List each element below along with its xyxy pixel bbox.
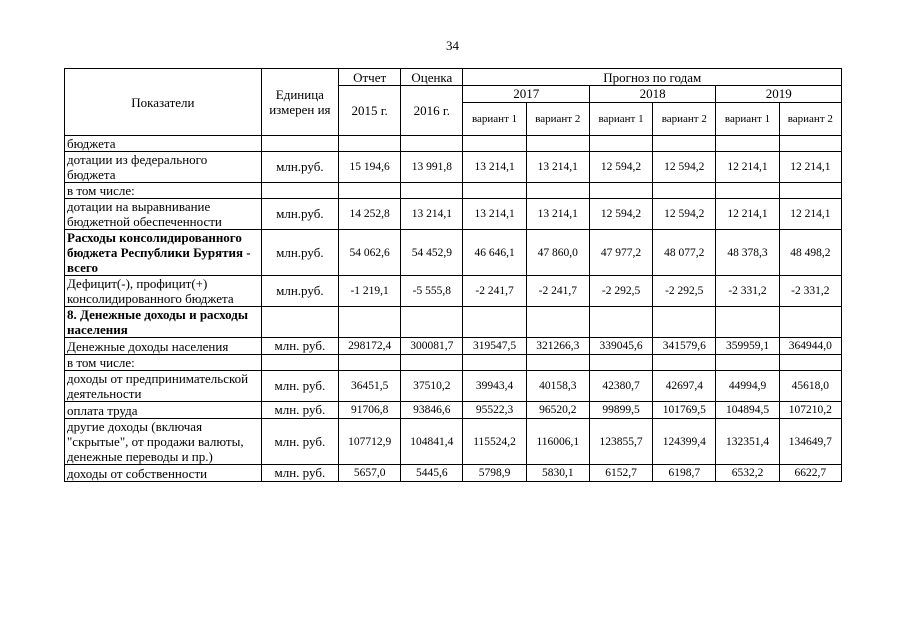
row-value — [401, 355, 463, 371]
header-report-year: 2015 г. — [339, 86, 401, 136]
header-variant: вариант 1 — [463, 103, 526, 136]
row-value: 321266,3 — [526, 338, 589, 355]
row-unit: млн.руб. — [261, 152, 338, 183]
row-value: 13 214,1 — [463, 152, 526, 183]
table-row — [65, 338, 842, 355]
row-value: 359959,1 — [716, 338, 779, 355]
row-value — [401, 183, 463, 199]
table-body — [65, 136, 842, 482]
row-value: -2 331,2 — [779, 276, 841, 307]
row-value — [463, 136, 526, 152]
header-report: Отчет — [339, 69, 401, 86]
row-value: 124399,4 — [653, 419, 716, 465]
row-value: 5657,0 — [339, 465, 401, 482]
header-indicators: Показатели — [65, 69, 262, 136]
row-value: 46 646,1 — [463, 230, 526, 276]
row-value: 6622,7 — [779, 465, 841, 482]
row-value: 13 214,1 — [526, 152, 589, 183]
header-year-2017: 2017 — [463, 86, 589, 103]
header-variant: вариант 2 — [779, 103, 841, 136]
row-value: 298172,4 — [339, 338, 401, 355]
table-row — [65, 402, 842, 419]
row-value: 40158,3 — [526, 371, 589, 402]
row-value: 104894,5 — [716, 402, 779, 419]
row-value: 12 214,1 — [779, 199, 841, 230]
row-value — [339, 355, 401, 371]
row-value: -2 241,7 — [526, 276, 589, 307]
row-value: 36451,5 — [339, 371, 401, 402]
row-value — [589, 355, 652, 371]
table-row — [65, 230, 842, 276]
row-unit: млн.руб. — [261, 230, 338, 276]
row-unit: млн.руб. — [261, 276, 338, 307]
header-estimate-year: 2016 г. — [401, 86, 463, 136]
row-label: оплата труда — [65, 402, 262, 419]
row-value: 47 860,0 — [526, 230, 589, 276]
row-value — [339, 183, 401, 199]
row-value: -2 331,2 — [716, 276, 779, 307]
row-unit: млн. руб. — [261, 371, 338, 402]
row-value: -5 555,8 — [401, 276, 463, 307]
header-unit: Единица измерен ия — [261, 69, 338, 136]
row-value — [401, 136, 463, 152]
row-value — [526, 183, 589, 199]
row-value: 45618,0 — [779, 371, 841, 402]
row-label: доходы от собственности — [65, 465, 262, 482]
row-value: 364944,0 — [779, 338, 841, 355]
row-value: 44994,9 — [716, 371, 779, 402]
row-value: 13 991,8 — [401, 152, 463, 183]
row-value — [589, 183, 652, 199]
page-number: 34 — [446, 38, 459, 53]
row-value: 300081,7 — [401, 338, 463, 355]
row-value — [716, 355, 779, 371]
row-value — [653, 355, 716, 371]
row-value: -2 292,5 — [653, 276, 716, 307]
row-value: 93846,6 — [401, 402, 463, 419]
row-value: 101769,5 — [653, 402, 716, 419]
row-value: 37510,2 — [401, 371, 463, 402]
row-value — [716, 307, 779, 338]
row-value: 12 594,2 — [589, 199, 652, 230]
row-value: -1 219,1 — [339, 276, 401, 307]
row-value: 6152,7 — [589, 465, 652, 482]
row-label: Расходы консолидированного бюджета Республики Бурятия - всего — [65, 230, 262, 276]
row-label: доходы от предпринимательской деятельности — [65, 371, 262, 402]
row-value: 5830,1 — [526, 465, 589, 482]
row-value: 12 214,1 — [716, 199, 779, 230]
header-variant: вариант 1 — [589, 103, 652, 136]
row-label: другие доходы (включая "скрытые", от продажи валюты, денежные переводы и пр.) — [65, 419, 262, 465]
row-value: 91706,8 — [339, 402, 401, 419]
row-value — [779, 183, 841, 199]
row-value — [779, 307, 841, 338]
row-value: 54 452,9 — [401, 230, 463, 276]
row-label: в том числе: — [65, 183, 262, 199]
row-value: 13 214,1 — [463, 199, 526, 230]
row-value: 339045,6 — [589, 338, 652, 355]
row-value: 6532,2 — [716, 465, 779, 482]
header-estimate: Оценка — [401, 69, 463, 86]
row-value: 104841,4 — [401, 419, 463, 465]
row-value — [463, 183, 526, 199]
row-value: 47 977,2 — [589, 230, 652, 276]
table-row — [65, 183, 842, 199]
table-row — [65, 136, 842, 152]
row-value: 6198,7 — [653, 465, 716, 482]
row-value: -2 292,5 — [589, 276, 652, 307]
row-unit: млн.руб. — [261, 199, 338, 230]
row-value — [401, 307, 463, 338]
row-value: 48 378,3 — [716, 230, 779, 276]
row-value — [716, 136, 779, 152]
header-year-2018: 2018 — [589, 86, 715, 103]
row-value: 99899,5 — [589, 402, 652, 419]
table-row — [65, 307, 842, 338]
row-value — [526, 355, 589, 371]
table-row — [65, 419, 842, 465]
row-value — [779, 355, 841, 371]
row-label: дотации на выравнивание бюджетной обеспеченности — [65, 199, 262, 230]
row-unit: млн. руб. — [261, 402, 338, 419]
row-value: 115524,2 — [463, 419, 526, 465]
row-value: 95522,3 — [463, 402, 526, 419]
row-unit — [261, 136, 338, 152]
table-row — [65, 371, 842, 402]
table-row — [65, 276, 842, 307]
row-value: 123855,7 — [589, 419, 652, 465]
row-value — [339, 136, 401, 152]
row-value: 48 077,2 — [653, 230, 716, 276]
row-value: 12 594,2 — [589, 152, 652, 183]
row-value: 12 214,1 — [779, 152, 841, 183]
header-variant: вариант 2 — [526, 103, 589, 136]
row-value: 134649,7 — [779, 419, 841, 465]
row-value: 42380,7 — [589, 371, 652, 402]
row-value — [653, 307, 716, 338]
row-value: 39943,4 — [463, 371, 526, 402]
row-value: 341579,6 — [653, 338, 716, 355]
row-label: Денежные доходы населения — [65, 338, 262, 355]
row-value: 107712,9 — [339, 419, 401, 465]
row-value — [716, 183, 779, 199]
row-value — [589, 307, 652, 338]
header-variant: вариант 2 — [653, 103, 716, 136]
row-value: 13 214,1 — [526, 199, 589, 230]
row-value: 15 194,6 — [339, 152, 401, 183]
row-label: Дефицит(-), профицит(+) консолидированного бюджета — [65, 276, 262, 307]
row-value: 48 498,2 — [779, 230, 841, 276]
row-value — [779, 136, 841, 152]
row-value: 5445,6 — [401, 465, 463, 482]
row-value: 116006,1 — [526, 419, 589, 465]
row-value — [463, 307, 526, 338]
row-label: дотации из федерального бюджета — [65, 152, 262, 183]
row-value: -2 241,7 — [463, 276, 526, 307]
row-value — [339, 307, 401, 338]
row-unit: млн. руб. — [261, 419, 338, 465]
table-row — [65, 199, 842, 230]
header-variant: вариант 1 — [716, 103, 779, 136]
row-value — [653, 136, 716, 152]
row-value: 42697,4 — [653, 371, 716, 402]
row-value: 12 214,1 — [716, 152, 779, 183]
table-header — [65, 69, 842, 136]
row-value — [463, 355, 526, 371]
row-value — [653, 183, 716, 199]
row-value: 319547,5 — [463, 338, 526, 355]
table-row — [65, 152, 842, 183]
row-value: 96520,2 — [526, 402, 589, 419]
row-label: 8. Денежные доходы и расходы населения — [65, 307, 262, 338]
row-value: 5798,9 — [463, 465, 526, 482]
row-unit — [261, 307, 338, 338]
row-label: бюджета — [65, 136, 262, 152]
row-value: 132351,4 — [716, 419, 779, 465]
row-value: 54 062,6 — [339, 230, 401, 276]
row-value — [526, 136, 589, 152]
table-row — [65, 465, 842, 482]
row-value: 13 214,1 — [401, 199, 463, 230]
row-unit — [261, 355, 338, 371]
row-unit: млн. руб. — [261, 465, 338, 482]
header-forecast: Прогноз по годам — [463, 69, 842, 86]
header-year-2019: 2019 — [716, 86, 842, 103]
row-unit: млн. руб. — [261, 338, 338, 355]
row-value — [589, 136, 652, 152]
row-value: 12 594,2 — [653, 152, 716, 183]
table-row — [65, 355, 842, 371]
row-value: 12 594,2 — [653, 199, 716, 230]
row-value — [526, 307, 589, 338]
row-label: в том числе: — [65, 355, 262, 371]
row-unit — [261, 183, 338, 199]
row-value: 14 252,8 — [339, 199, 401, 230]
row-value: 107210,2 — [779, 402, 841, 419]
forecast-table — [64, 68, 842, 482]
